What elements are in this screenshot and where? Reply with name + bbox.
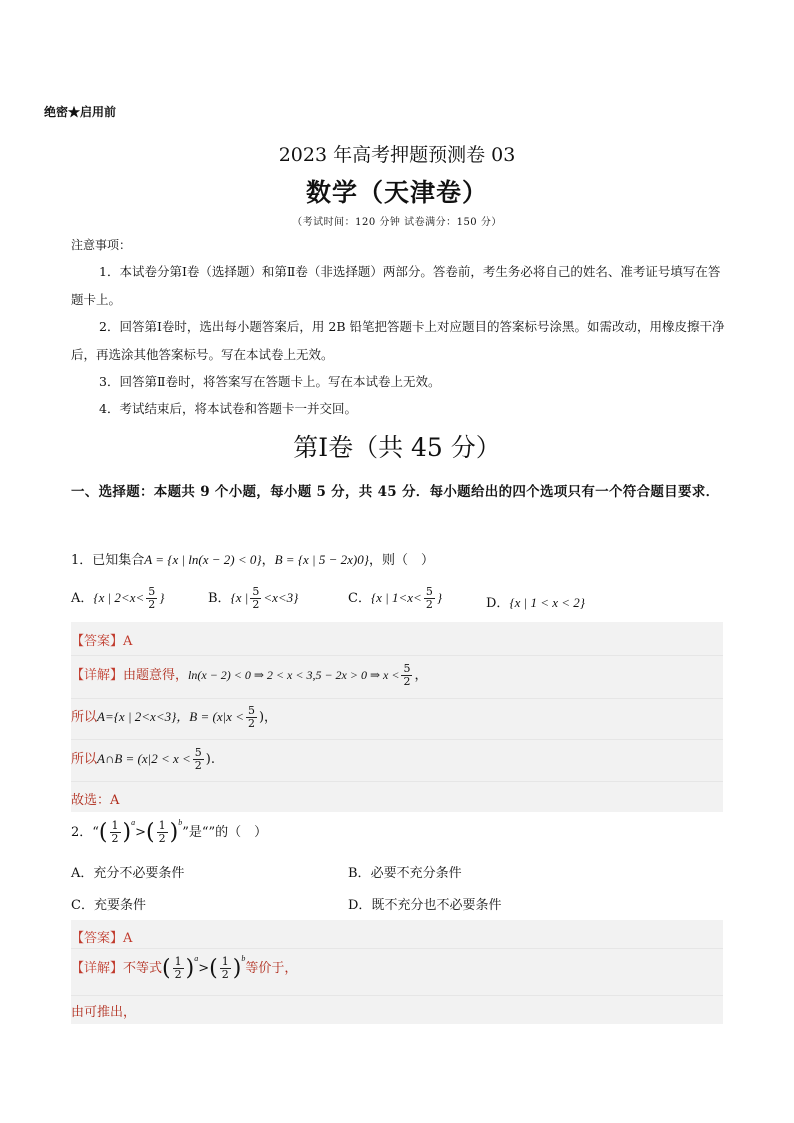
q1-detail-frac: $\frac{5}{2}$: [403, 662, 411, 688]
notice-item-2: 2．回答第Ⅰ卷时，选出每小题答案后，用 2B 铅笔把答题卡上对应题目的答案标号涂黑。如需改动，用橡皮擦干净后，再选涂其他答案标号。写在本试卷上无效。: [71, 319, 725, 362]
q2-detail-line2: 由可推出，: [71, 1005, 137, 1020]
q1-option-d-label: D．: [486, 596, 510, 611]
q2-option-c-text: 充要条件: [93, 898, 146, 913]
q2-paren-open-2: (: [146, 820, 155, 845]
q1-detail-tag: 【详解】: [71, 668, 124, 683]
q2-base-frac-2: $\frac{1}{2}$: [158, 819, 166, 845]
q2-detail-paren-open-1: (: [162, 956, 171, 981]
q2-option-a: [71, 862, 184, 881]
q2-detail-suffix: 等价于，: [245, 961, 298, 976]
q2-exp-a: a: [131, 818, 136, 827]
q1-option-d: [486, 592, 585, 611]
q2-option-d: [348, 894, 501, 913]
q1-answer: [71, 630, 132, 649]
q1-option-c-right: }: [436, 590, 443, 605]
q1-line3-math: A∩B = (x|2 < x <: [97, 751, 191, 766]
q2-detail-paren-close-2: ): [232, 956, 242, 981]
q1-detail-text: 由题意得，: [123, 668, 189, 683]
q1-option-b-left: {x |: [230, 590, 249, 605]
q1-option-b: [208, 586, 298, 611]
q1-stem-suffix: ，则（ ）: [368, 553, 434, 568]
q2-stem-prefix: 2．“: [71, 825, 99, 840]
q2-paren-open-1: (: [98, 820, 108, 845]
q2-answer-value: A: [123, 931, 133, 946]
notice-item-1: 1．本试卷分第Ⅰ卷（选择题）和第Ⅱ卷（非选择题）两部分。答卷前，考生务必将自己的姓名、准考证号填写在答题卡上。: [71, 264, 721, 307]
q1-line2-end: )，: [258, 710, 278, 725]
section-title: 第Ⅰ卷（共 45 分）: [293, 433, 501, 462]
q2-exp-b: b: [178, 818, 183, 827]
q2-detail: [71, 956, 297, 981]
q2-stem-suffix: ”是“”的（ ）: [182, 825, 268, 840]
q1-detail-line2: [71, 705, 277, 730]
q1-option-c-frac: $\frac{5}{2}$: [425, 585, 433, 611]
notice-item-3: 3．回答第Ⅱ卷时，将答案写在答题卡上。写在本试卷上无效。: [99, 374, 441, 389]
q2-detail-paren-close-1: ): [185, 956, 195, 981]
divider: [71, 781, 723, 782]
q2-answer: [71, 927, 132, 946]
q2-answer-tag: 【答案】: [71, 931, 124, 946]
q2-option-a-label: A．: [71, 866, 94, 881]
notice-title: 注意事项：: [71, 238, 132, 252]
q1-option-c-label: C．: [348, 591, 371, 606]
q1-line2-frac: $\frac{5}{2}$: [247, 704, 255, 730]
exam-info: （考试时间：120 分钟 试卷满分：150 分）: [292, 217, 502, 228]
q2-detail-exp-a: a: [194, 954, 199, 963]
q2-paren-close-2: ): [169, 820, 179, 845]
q2-option-d-text: 既不充分也不必要条件: [371, 898, 502, 913]
q1-option-a-right: }: [159, 590, 165, 605]
divider: [71, 698, 723, 699]
q1-detail-line3: [71, 747, 215, 772]
q1-detail-end: ，: [414, 668, 428, 683]
confidential-mark: 绝密★启用前: [44, 105, 117, 119]
q2-option-a-text: 充分不必要条件: [93, 866, 185, 881]
q1-line3-frac: $\frac{5}{2}$: [194, 746, 202, 772]
notice-item-4: 4．考试结束后，将本试卷和答题卡一并交回。: [99, 401, 357, 416]
q2-option-b-label: B．: [348, 866, 371, 881]
q1-answer-tag: 【答案】: [71, 634, 124, 649]
part-instructions: 一、选择题：本题共 9 个小题，每小题 5 分，共 45 分．每小题给出的四个选项只有一个符合题目要求．: [71, 484, 720, 500]
q2-detail-prefix: 不等式: [123, 961, 163, 976]
q1-stem-prefix: 1．已知集合: [71, 553, 145, 568]
q2-option-c: [71, 894, 146, 913]
exam-title: 2023 年高考押题预测卷 03: [278, 144, 516, 166]
divider: [71, 655, 723, 656]
q2-detail-exp-b: b: [241, 954, 246, 963]
q1-option-b-label: B．: [208, 591, 231, 606]
q1-detail-math: ln(x − 2) < 0 ⇒ 2 < x < 3,5 − 2x > 0 ⇒ x <: [188, 668, 400, 682]
q1-sep: ，: [261, 553, 275, 568]
q2-detail-tag: 【详解】: [71, 961, 124, 976]
q1-stem: [71, 549, 434, 568]
divider: [71, 948, 723, 949]
q2-option-c-label: C．: [71, 898, 94, 913]
subject-title: 数学（天津卷）: [305, 178, 488, 207]
q2-gt: >: [135, 825, 147, 840]
q2-option-b-text: 必要不充分条件: [370, 866, 462, 881]
q2-base-frac-1: $\frac{1}{2}$: [111, 819, 119, 845]
divider: [71, 995, 723, 996]
q2-detail-paren-open-2: (: [209, 956, 218, 981]
q1-option-a: [71, 586, 164, 611]
q1-set-a: A = {x | ln(x − 2) < 0}: [144, 552, 262, 567]
q1-line3-end: ).: [205, 752, 216, 767]
q2-detail-frac-1: $\frac{1}{2}$: [174, 955, 182, 981]
q1-line2-math: A={x | 2<x<3}，B = (x|x <: [97, 709, 244, 724]
q1-option-c-left: {x | 1<x<: [370, 590, 422, 605]
q2-paren-close-1: ): [122, 820, 132, 845]
q1-choice: 故选：A: [71, 793, 120, 808]
q2-stem: [71, 820, 267, 845]
q1-line2-prefix: 所以: [71, 710, 98, 725]
q1-option-b-frac: $\frac{5}{2}$: [252, 585, 260, 611]
q1-option-d-text: {x | 1 < x < 2}: [509, 595, 585, 610]
q2-detail-frac-2: $\frac{1}{2}$: [221, 955, 229, 981]
q1-option-a-label: A．: [71, 591, 94, 606]
q1-option-a-frac: $\frac{5}{2}$: [148, 585, 156, 611]
divider: [71, 739, 723, 740]
q1-answer-value: A: [123, 634, 133, 649]
q1-option-a-left: {x | 2<x<: [93, 590, 145, 605]
q2-option-d-label: D．: [348, 898, 372, 913]
q2-detail-gt: >: [198, 961, 210, 976]
q1-set-b: B = {x | 5 − 2x)0}: [274, 552, 369, 567]
q2-option-b: [348, 862, 462, 881]
q1-detail: [71, 663, 427, 688]
q1-option-b-right: <x<3}: [263, 590, 299, 605]
q1-line3-prefix: 所以: [71, 752, 98, 767]
q1-option-c: [348, 586, 442, 611]
